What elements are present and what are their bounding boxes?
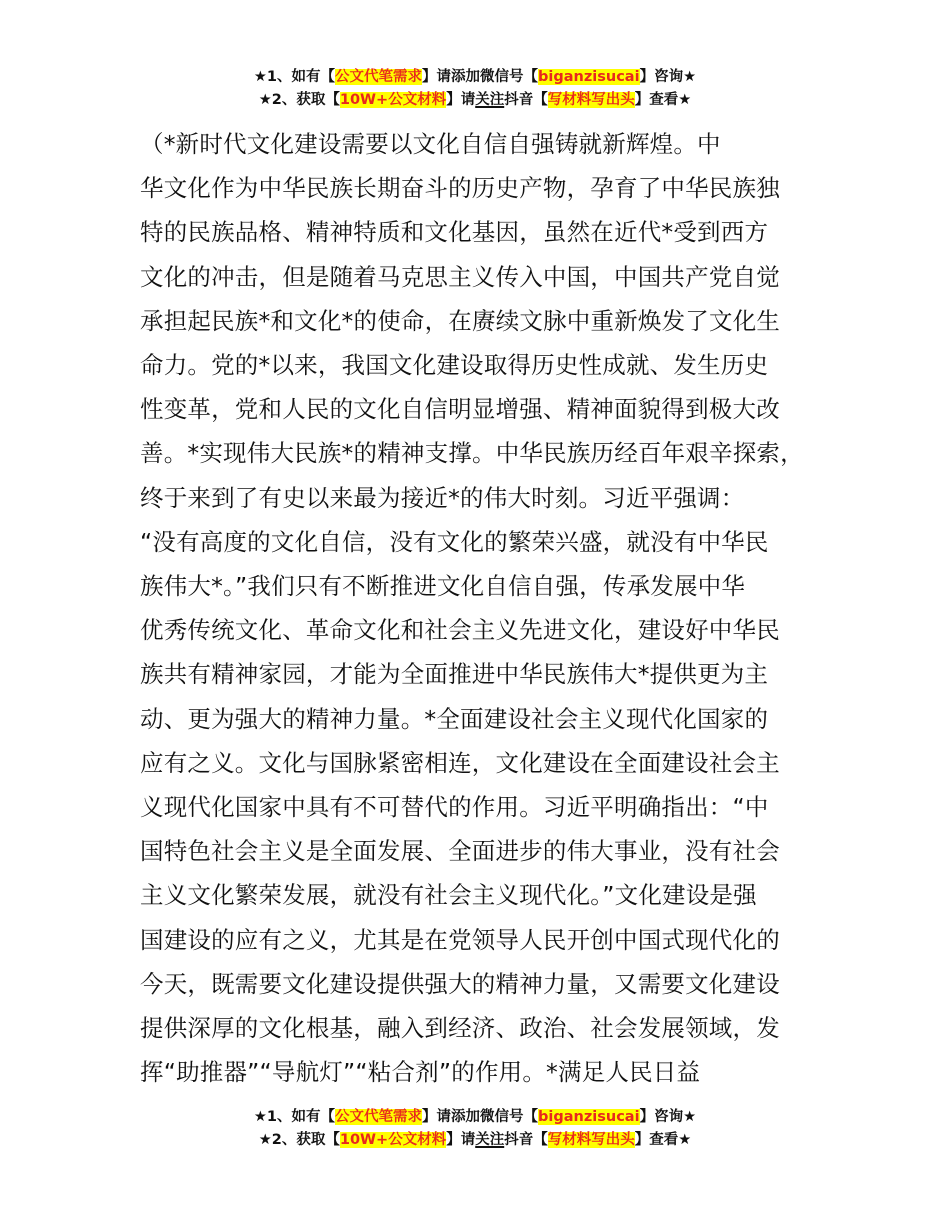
douyin-account-highlight: 写材料写出头 [547, 1132, 635, 1148]
paragraph-line: 承担起民族*和文化*的使命，在赓续文脉中重新焕发了文化生 [140, 306, 781, 335]
paragraph-line: 国建设的应有之义，尤其是在党领导人民开创中国式现代化的 [140, 925, 780, 954]
banner-line-1 [0, 66, 950, 89]
banner-text: 】请添加微信号【 [422, 1109, 539, 1125]
paragraph-line: 提供深厚的文化根基，融入到经济、政治、社会发展领域，发 [140, 1014, 780, 1043]
header-banner [0, 66, 950, 112]
banner-text: ★2、获取【 [258, 92, 340, 108]
paragraph-line: 性变革，党和人民的文化自信明显增强、精神面貌得到极大改 [140, 395, 780, 424]
banner-text: ★2、获取【 [258, 1132, 340, 1148]
paragraph-line: 华文化作为中华民族长期奋斗的历史产物，孕育了中华民族独 [140, 174, 780, 203]
banner-line-2 [0, 1129, 950, 1152]
banner-text: 】请 [446, 92, 476, 108]
paragraph-line: 善。*实现伟大民族*的精神支撑。中华民族历经百年艰辛探索， [140, 439, 804, 468]
paragraph-line: 应有之义。文化与国脉紧密相连，文化建设在全面建设社会主 [140, 748, 780, 777]
banner-text: 】请 [446, 1132, 476, 1148]
banner-underlined-text: 关注 [475, 92, 505, 108]
banner-highlight: 公文代笔需求 [335, 69, 423, 85]
paragraph-line: 今天，既需要文化建设提供强大的精神力量，又需要文化建设 [140, 969, 780, 998]
paragraph-line: 族伟大*。”我们只有不断推进文化自信自强，传承发展中华 [140, 572, 746, 601]
banner-text: ★1、如有【 [253, 1109, 336, 1125]
banner-text: 】咨询★ [639, 1109, 697, 1125]
paragraph-line: “没有高度的文化自信，没有文化的繁荣兴盛，就没有中华民 [140, 527, 769, 556]
banner-underlined-text: 关注 [475, 1132, 505, 1148]
footer-banner [0, 1106, 950, 1152]
paragraph-line: 特的民族品格、精神特质和文化基因，虽然在近代*受到西方 [140, 218, 769, 247]
paragraph-line: 命力。党的*以来，我国文化建设取得历史性成就、发生历史 [140, 351, 769, 380]
banner-highlight: 10W+公文材料 [339, 1132, 447, 1148]
paragraph-line: 文化的冲击，但是随着马克思主义传入中国，中国共产党自觉 [140, 262, 780, 291]
douyin-account-highlight: 写材料写出头 [547, 92, 635, 108]
paragraph-line: 义现代化国家中具有不可替代的作用。习近平明确指出：“中 [140, 793, 769, 822]
paragraph-line: 国特色社会主义是全面发展、全面进步的伟大事业，没有社会 [140, 837, 780, 866]
wechat-id-highlight: biganzisucai [538, 69, 640, 85]
banner-text: 】咨询★ [639, 69, 697, 85]
banner-text: 抖音【 [504, 1132, 548, 1148]
banner-line-1 [0, 1106, 950, 1129]
paragraph-line: 族共有精神家园，才能为全面推进中华民族伟大*提供更为主 [140, 660, 769, 689]
banner-text: 】请添加微信号【 [422, 69, 539, 85]
banner-line-2 [0, 89, 950, 112]
banner-text: 抖音【 [504, 92, 548, 108]
banner-highlight: 10W+公文材料 [339, 92, 447, 108]
paragraph-line: 挥“助推器”“导航灯”“粘合剂”的作用。*满足人民日益 [140, 1058, 701, 1087]
banner-text: 】查看★ [634, 92, 692, 108]
document-body [140, 122, 840, 1094]
banner-text: ★1、如有【 [253, 69, 336, 85]
paragraph-line: 主义文化繁荣发展，就没有社会主义现代化。”文化建设是强 [140, 881, 757, 910]
paragraph-line: 终于来到了有史以来最为接近*的伟大时刻。习近平强调： [140, 483, 745, 512]
banner-text: 】查看★ [634, 1132, 692, 1148]
paragraph-line: 优秀传统文化、革命文化和社会主义先进文化，建设好中华民 [140, 616, 780, 645]
paragraph-line: （*新时代文化建设需要以文化自信自强铸就新辉煌。中 [140, 130, 721, 158]
banner-highlight: 公文代笔需求 [335, 1109, 423, 1125]
wechat-id-highlight: biganzisucai [538, 1109, 640, 1125]
paragraph-line: 动、更为强大的精神力量。*全面建设社会主义现代化国家的 [140, 704, 769, 733]
